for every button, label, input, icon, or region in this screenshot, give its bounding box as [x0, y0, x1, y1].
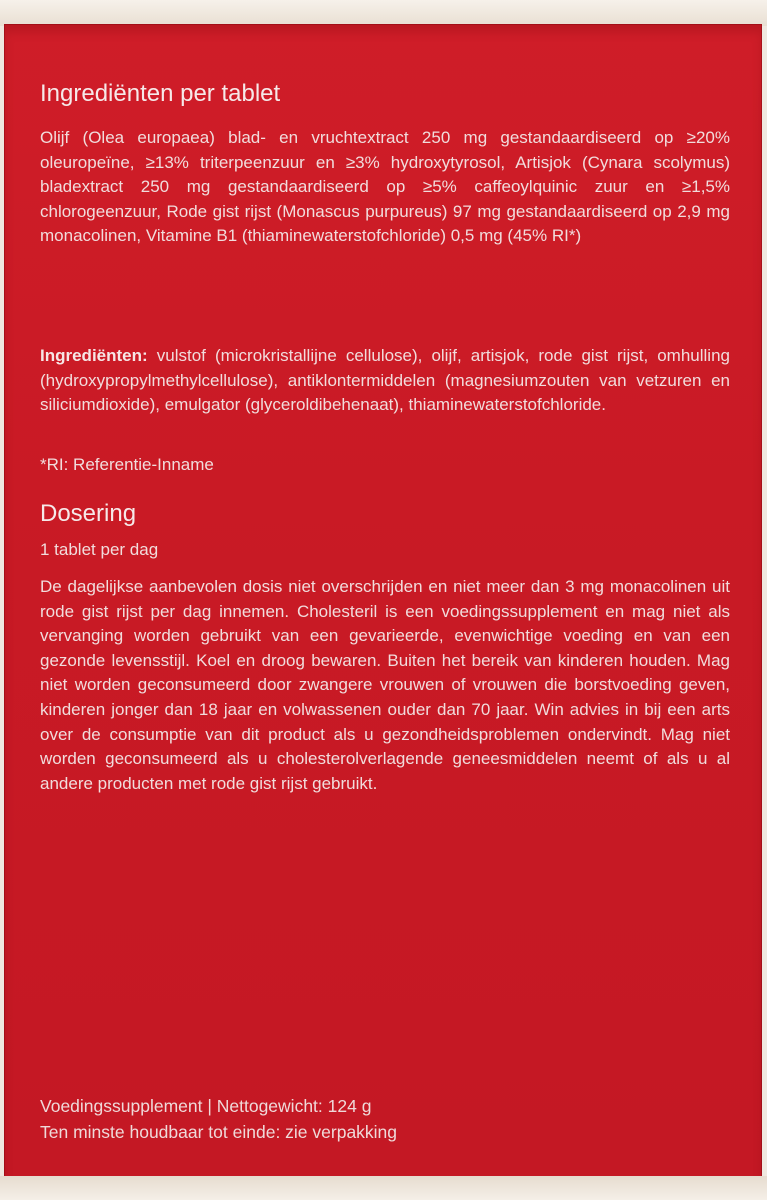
package-back-panel: [4, 24, 762, 1180]
ingredients-list: [40, 344, 730, 418]
dosage-amount: 1 tablet per dag: [40, 540, 159, 559]
box-bottom-flap: [0, 1176, 767, 1200]
box-top-flap: [0, 0, 767, 26]
ingredients-per-tablet-text: Olijf (Olea europaea) blad- en vruchtextract 250 mg gestandaardiseerd op ≥20% oleuropeïne, ≥13% triterpeenzuur en ≥3% hydroxytyrosol, Artisjok (Cynara scolymus) bladextract 250 mg gestandaardiseerd op ≥5% caffeoylquinic zuur en ≥1,5% chlorogeenzuur, Rode gist rijst (Monascus purpureus) 97 mg gestandaardiseerd op 2,9 mg monacolinen, Vitamine B1 (thiaminewaterstofchloride) 0,5 mg (45% RI*): [40, 128, 730, 246]
ri-footnote: *RI: Referentie-Inname: [40, 455, 214, 474]
supplement-net-weight: Voedingssupplement | Nettogewicht: 124 g: [40, 1096, 372, 1116]
ingredients-per-tablet-heading: Ingrediënten per tablet: [40, 80, 281, 107]
ingredients-label: Ingrediënten:: [40, 346, 148, 365]
dosage-heading: Dosering: [40, 500, 137, 527]
dosage-warning-text: De dagelijkse aanbevolen dosis niet overschrijden en niet meer dan 3 mg monacolinen uit rode gist rijst per dag innemen. Cholesteril is een voedingssupplement en mag niet als vervanging worden gebruikt van een gevarieerde, evenwichtige voeding en van een gezonde levensstijl. Koel en droog bewaren. Buiten het bereik van kinderen houden. Mag niet worden geconsumeerd door zwangere vrouwen of vrouwen die borstvoeding geven, kinderen jonger dan 18 jaar en volwassenen ouder dan 70 jaar. Win advies in bij een arts over de consumptie van dit product als u gezondheidsproblemen ondervindt. Mag niet worden geconsumeerd als u cholesterolverlagende geneesmiddelen neemt of als u al andere producten met rode gist rijst gebruikt.: [40, 577, 730, 793]
best-before-note: Ten minste houdbaar tot einde: zie verpakking: [40, 1122, 398, 1142]
ingredients-list-text: vulstof (microkristallijne cellulose), olijf, artisjok, rode gist rijst, omhulling (hydroxypropylmethylcellulose), antiklontermiddelen (magnesiumzouten van vetzuren en siliciumdioxide), emulgator (glyceroldibehenaat), thiaminewaterstofchloride.: [40, 346, 730, 415]
